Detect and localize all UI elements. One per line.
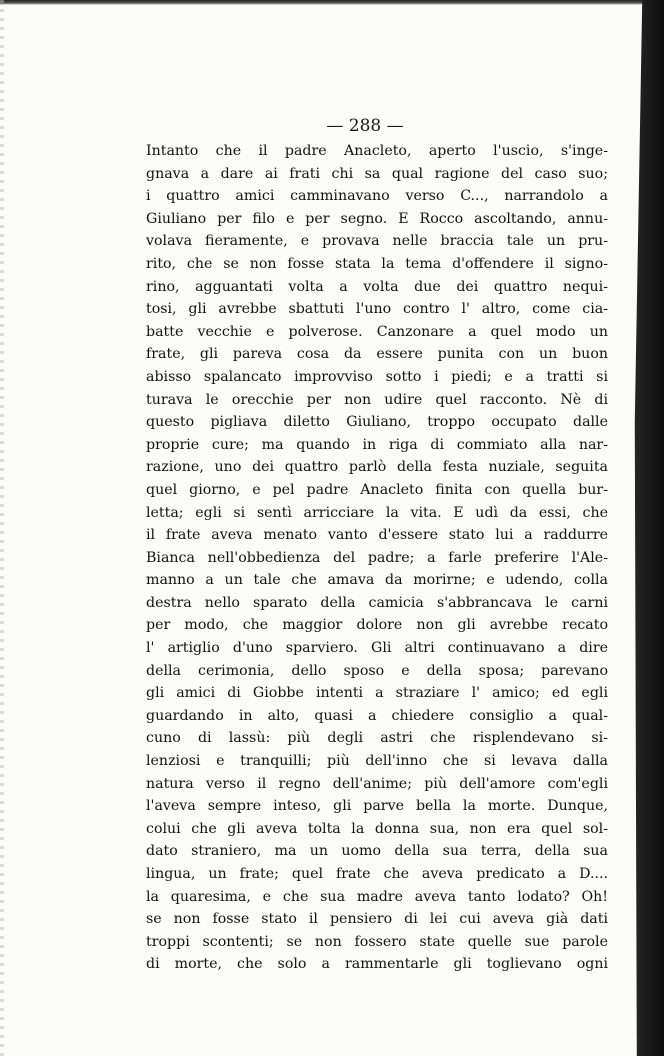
page-number: — 288 — <box>326 116 404 136</box>
text-line: volava fieramente, e provava nelle braccia tale un pru- <box>146 233 608 250</box>
text-line: colui che gli aveva tolta la donna sua, non era quel sol- <box>146 820 608 837</box>
text-line: della cerimonia, dello sposo e della sposa; parevano <box>146 662 608 679</box>
text-line: Giuliano per filo e per segno. E Rocco ascoltando, annu- <box>146 210 608 227</box>
text-line: quel giorno, e pel padre Anacleto finita con quella bur- <box>146 481 608 498</box>
text-line: troppi scontenti; se non fossero state quelle sue parole <box>146 933 608 950</box>
text-line: se non fosse stato il pensiero di lei cui aveva già dati <box>146 911 608 928</box>
left-scan-edge <box>0 0 4 1056</box>
text-line: natura verso il regno dell'anime; più dell'amore com'egli <box>146 775 608 792</box>
text-line: l' artiglio d'uno sparviero. Gli altri continuavano a dire <box>146 640 608 657</box>
text-line: l'aveva sempre inteso, gli parve bella la morte. Dunque, <box>146 798 608 815</box>
text-line: lenziosi e tranquilli; più dell'inno che si levava dalla <box>146 753 608 770</box>
text-line: per modo, che maggior dolore non gli avrebbe recato <box>146 617 608 634</box>
body-text <box>146 140 608 976</box>
text-line: tosi, gli avrebbe sbattuti l'uno contro l' altro, come cia- <box>146 301 608 318</box>
text-line: rito, che se non fosse stata la tema d'offendere il signo- <box>146 255 608 272</box>
text-line: i quattro amici camminavano verso C..., narrandolo a <box>146 188 608 205</box>
text-line: batte vecchie e polverose. Canzonare a quel modo un <box>146 323 608 340</box>
text-line: gli amici di Giobbe intenti a straziare l' amico; ed egli <box>146 685 608 702</box>
text-line: guardando in alto, quasi a chiedere consiglio a qual- <box>146 707 608 724</box>
text-line: letta; egli si sentì arricciare la vita. E udì da essi, che <box>146 504 608 521</box>
text-line: manno a un tale che amava da morirne; e udendo, colla <box>146 572 608 589</box>
text-line: turava le orecchie per non udire quel racconto. Nè di <box>146 391 608 408</box>
text-line: Intanto che il padre Anacleto, aperto l'uscio, s'inge- <box>146 143 608 159</box>
text-line: di morte, che solo a rammentarle gli toglievano ogni <box>146 956 608 973</box>
text-line: abisso spalancato improvviso sotto i piedi; e a tratti si <box>146 368 608 385</box>
right-page-shadow <box>630 0 664 1056</box>
text-line: destra nello sparato della camicia s'abbrancava le carni <box>146 594 608 611</box>
top-scan-edge <box>0 0 664 5</box>
text-line: questo pigliava diletto Giuliano, troppo occupato dalle <box>146 414 608 431</box>
text-line: proprie cure; ma quando in riga di commiato alla nar- <box>146 436 608 453</box>
text-line: la quaresima, e che sua madre aveva tanto lodato? Oh! <box>146 888 608 905</box>
text-line: Bianca nell'obbedienza del padre; a farle preferire l'Ale- <box>146 549 608 566</box>
text-line: cuno di lassù: più degli astri che risplendevano si- <box>146 730 608 747</box>
text-line: gnava a dare ai frati chi sa qual ragione del caso suo; <box>146 165 608 182</box>
text-line: dato straniero, ma un uomo della sua terra, della sua <box>146 843 608 860</box>
text-line: frate, gli pareva cosa da essere punita con un buon <box>146 346 608 363</box>
text-line: il frate aveva menato vanto d'essere stato lui a raddurre <box>146 527 608 544</box>
text-line: razione, uno dei quattro parlò della festa nuziale, seguita <box>146 459 608 476</box>
text-line: lingua, un frate; quel frate che aveva predicato a D.... <box>146 866 608 882</box>
text-line: rino, agguantati volta a volta due dei quattro nequi- <box>146 278 608 295</box>
